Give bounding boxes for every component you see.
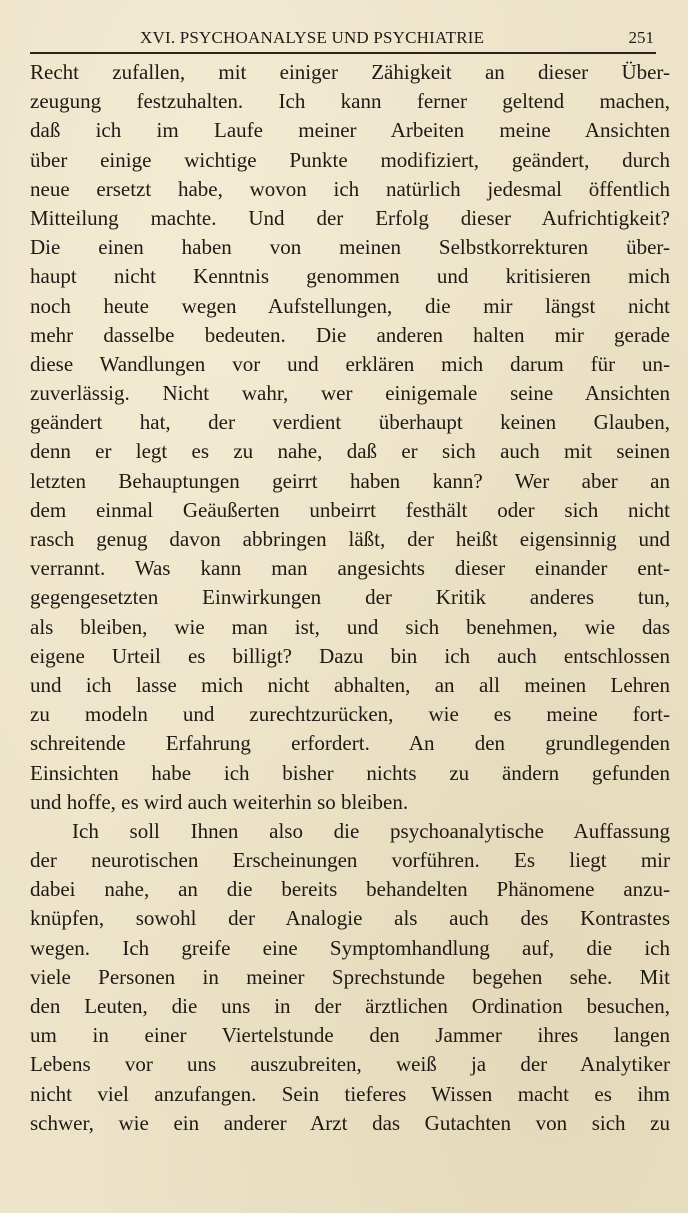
text-line: schreitende Erfahrung erfordert. An den grundlegenden <box>30 731 670 756</box>
text-line: geändert hat, der verdient überhaupt keinen Glauben, <box>30 410 670 435</box>
text-line: denn er legt es zu nahe, daß er sich auch mit seinen <box>30 439 670 464</box>
text-line: den Leuten, die uns in der ärztlichen Ordination besuchen, <box>30 994 670 1018</box>
text-line: und ich lasse mich nicht abhalten, an all meinen Lehren <box>30 672 670 697</box>
text-line: und hoffe, es wird auch weiterhin so bleiben. <box>30 789 409 814</box>
text-line: verrannt. Was kann man angesichts dieser einander ent- <box>30 556 670 581</box>
paragraph <box>30 58 670 817</box>
text-line: als bleiben, wie man ist, und sich benehmen, wie das <box>30 614 670 639</box>
text-line: Einsichten habe ich bisher nichts zu ändern gefunden <box>30 760 670 785</box>
text-line: eigene Urteil es billigt? Dazu bin ich auch entschlossen <box>30 643 670 668</box>
text-line: über einige wichtige Punkte modifiziert, geändert, durch <box>30 147 670 172</box>
running-head <box>30 26 656 54</box>
text-line: rasch genug davon abbringen läßt, der heißt eigensinnig und <box>30 527 670 551</box>
text-line: viele Personen in meiner Sprechstunde begehen sehe. Mit <box>30 964 670 989</box>
running-head-title: XVI. PSYCHOANALYSE UND PSYCHIATRIE <box>140 28 485 47</box>
text-line: schwer, wie ein anderer Arzt das Gutachten von sich zu <box>30 1110 670 1135</box>
text-line: wegen. Ich greife eine Symptomhandlung auf, die ich <box>30 935 670 960</box>
text-line: zuverlässig. Nicht wahr, wer einigemale seine Ansichten <box>30 381 670 406</box>
text-line: zu modeln und zurechtzurücken, wie es meine fort- <box>30 702 670 727</box>
page-number: 251 <box>628 28 654 47</box>
text-line: dabei nahe, an die bereits behandelten Phänomene anzu- <box>30 877 670 902</box>
text-line: mehr dasselbe bedeuten. Die anderen halten mir gerade <box>30 322 670 347</box>
text-line: Mitteilung machte. Und der Erfolg dieser Aufrichtigkeit? <box>30 205 670 230</box>
paragraph <box>30 817 670 1138</box>
text-line: letzten Behauptungen geirrt haben kann? Wer aber an <box>30 468 670 493</box>
body-text <box>30 58 670 1138</box>
text-line: daß ich im Laufe meiner Arbeiten meine Ansichten <box>30 118 670 143</box>
text-line: Die einen haben von meinen Selbstkorrekturen über- <box>30 235 670 260</box>
text-line: Ich soll Ihnen also die psychoanalytische Auffassung <box>72 818 670 843</box>
text-line: um in einer Viertelstunde den Jammer ihres langen <box>30 1023 670 1048</box>
text-line: Lebens vor uns auszubreiten, weiß ja der Analytiker <box>30 1052 670 1077</box>
text-line: Recht zufallen, mit einiger Zähigkeit an dieser Über- <box>30 60 670 84</box>
text-line: nicht viel anzufangen. Sein tieferes Wissen macht es ihm <box>30 1081 670 1106</box>
text-line: noch heute wegen Aufstellungen, die mir längst nicht <box>30 293 670 318</box>
text-line: neue ersetzt habe, wovon ich natürlich jedesmal öffentlich <box>30 176 670 201</box>
text-line: der neurotischen Erscheinungen vorführen. Es liegt mir <box>30 848 670 873</box>
text-line: zeugung festzuhalten. Ich kann ferner geltend machen, <box>30 89 670 114</box>
text-line: knüpfen, sowohl der Analogie als auch des Kontrastes <box>30 906 670 931</box>
text-line: diese Wandlungen vor und erklären mich darum für un- <box>30 351 670 376</box>
text-line: gegengesetzten Einwirkungen der Kritik anderes tun, <box>30 585 670 610</box>
text-line: dem einmal Geäußerten unbeirrt festhält oder sich nicht <box>30 497 670 522</box>
text-line: haupt nicht Kenntnis genommen und kritisieren mich <box>30 264 670 289</box>
